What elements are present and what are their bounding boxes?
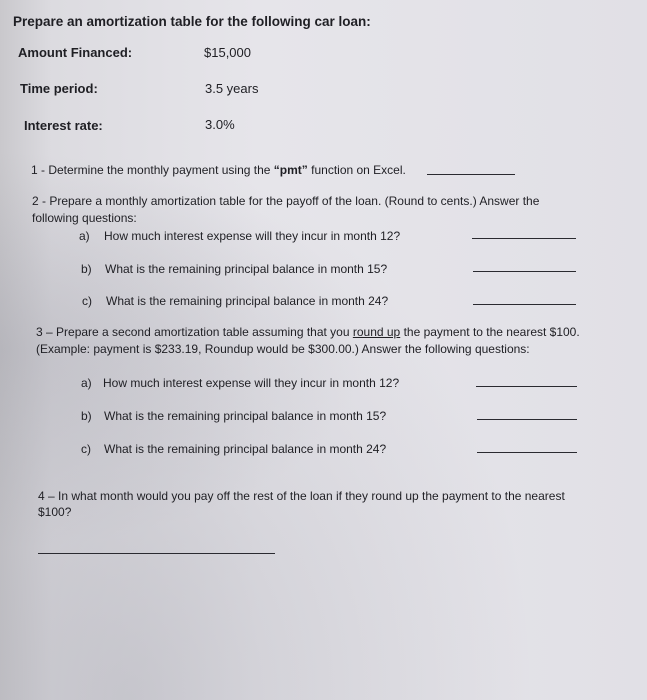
answer-line-q4[interactable]: [38, 553, 275, 554]
q3-b-text: What is the remaining principal balance in month 15?: [104, 409, 387, 423]
answer-line-q3c[interactable]: [477, 452, 577, 453]
pmt-function-name: “pmt”: [273, 163, 308, 177]
answer-line-q2c[interactable]: [473, 304, 576, 305]
q2-a-text: How much interest expense will they incur in month 12?: [104, 229, 401, 243]
question-2-line1: 2 - Prepare a monthly amortization table for the payoff of the loan. (Round to cents.) Answer the: [32, 194, 540, 208]
q3-a-text: How much interest expense will they incur in month 12?: [103, 376, 400, 390]
answer-line-q2b[interactable]: [473, 271, 576, 272]
question-3-line1: [36, 325, 580, 340]
question-1: [31, 163, 406, 178]
time-period-value: 3.5 years: [205, 81, 259, 96]
time-period-label: Time period:: [20, 81, 98, 96]
answer-line-q3b[interactable]: [477, 419, 577, 420]
answer-line-q2a[interactable]: [472, 238, 576, 239]
q3-b-letter: b): [81, 409, 92, 423]
q2-a-letter: a): [79, 229, 90, 243]
question-2-line2: following questions:: [32, 211, 137, 225]
round-up-emphasis: round up: [352, 325, 401, 339]
q3-c-letter: c): [81, 442, 91, 456]
q2-b-letter: b): [81, 262, 92, 276]
question-4-line2: $100?: [38, 505, 72, 519]
amount-financed-label: Amount Financed:: [18, 45, 133, 60]
question-1-pre: 1 - Determine the monthly payment using the: [31, 163, 274, 177]
question-3-post: the payment to the nearest $100.: [400, 325, 580, 339]
q2-c-letter: c): [82, 294, 92, 308]
answer-line-q3a[interactable]: [476, 386, 577, 387]
q3-c-text: What is the remaining principal balance in month 24?: [104, 442, 387, 456]
amount-financed-value: $15,000: [204, 45, 251, 60]
answer-line-q1[interactable]: [427, 174, 515, 175]
q2-b-text: What is the remaining principal balance in month 15?: [105, 262, 388, 276]
q2-c-text: What is the remaining principal balance in month 24?: [106, 294, 389, 308]
interest-rate-value: 3.0%: [205, 117, 235, 132]
page-title: Prepare an amortization table for the following car loan:: [13, 14, 371, 29]
question-1-post: function on Excel.: [307, 163, 406, 177]
interest-rate-label: Interest rate:: [24, 118, 103, 133]
question-3-pre: 3 – Prepare a second amortization table assuming that you: [36, 325, 353, 339]
question-3-line2: (Example: payment is $233.19, Roundup would be $300.00.) Answer the following questions:: [36, 342, 530, 356]
question-4-line1: 4 – In what month would you pay off the rest of the loan if they round up the payment to the nearest: [38, 489, 565, 503]
q3-a-letter: a): [81, 376, 92, 390]
